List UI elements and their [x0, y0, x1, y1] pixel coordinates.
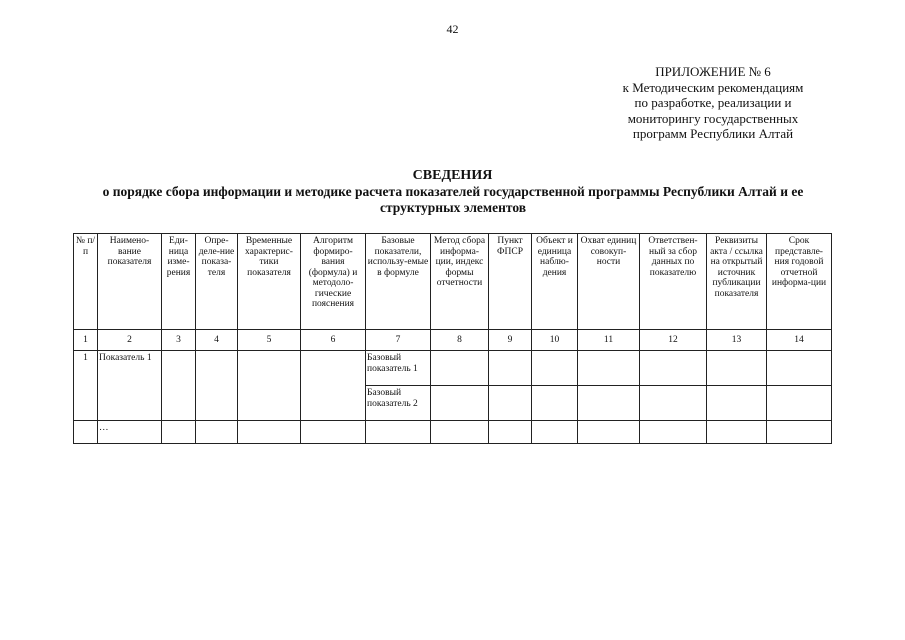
empty-cell	[767, 421, 832, 444]
empty-cell	[532, 351, 578, 386]
indicator-name-cell: Показатель 1	[98, 351, 162, 421]
column-number-cell: 11	[578, 330, 640, 351]
row-number-cell: 1	[74, 351, 98, 421]
empty-cell	[74, 421, 98, 444]
table-row	[74, 351, 832, 386]
appendix-line: программ Республики Алтай	[632, 126, 794, 141]
header-cell: Опре-деле-ние показа-теля	[196, 234, 238, 330]
column-number-cell: 7	[366, 330, 431, 351]
empty-cell	[431, 351, 489, 386]
appendix-block	[588, 64, 838, 142]
appendix-line: мониторингу государственных	[627, 110, 799, 126]
header-cell: Срок представле-ния годовой отчетной информа-ции	[767, 234, 832, 330]
header-cell: Пункт ФПСР	[489, 234, 532, 330]
empty-cell	[640, 421, 707, 444]
appendix-line: по разработке, реализации и	[634, 95, 792, 110]
empty-cell	[238, 351, 301, 421]
header-cell: Еди-ница изме-рения	[162, 234, 196, 330]
empty-cell	[489, 386, 532, 421]
header-cell: Реквизиты акта / ссылка на открытый источник публикации показателя	[707, 234, 767, 330]
empty-cell	[301, 351, 366, 421]
table-row	[74, 421, 832, 444]
indicators-table	[73, 233, 832, 444]
header-cell: Алгоритм формиро-вания (формула) и методоло-гические пояснения	[301, 234, 366, 330]
empty-cell	[196, 421, 238, 444]
column-number-cell: 14	[767, 330, 832, 351]
header-cell: Метод сбора информа-ции, индекс формы отчетности	[431, 234, 489, 330]
header-cell: Охват единиц совокуп-ности	[578, 234, 640, 330]
appendix-line: ПРИЛОЖЕНИЕ № 6	[655, 64, 771, 79]
header-cell: Временные характерис-тики показателя	[238, 234, 301, 330]
empty-cell	[767, 351, 832, 386]
header-cell: Объект и единица наблю-дения	[532, 234, 578, 330]
base-indicator-cell: Базовый показатель 2	[366, 386, 431, 421]
column-number-cell: 2	[98, 330, 162, 351]
empty-cell	[431, 386, 489, 421]
empty-cell	[640, 386, 707, 421]
header-cell: Ответствен-ный за сбор данных по показателю	[640, 234, 707, 330]
empty-cell	[301, 421, 366, 444]
empty-cell	[431, 421, 489, 444]
empty-cell	[162, 351, 196, 421]
column-number-cell: 12	[640, 330, 707, 351]
column-number-cell: 3	[162, 330, 196, 351]
table-header-row	[74, 234, 832, 330]
column-number-cell: 4	[196, 330, 238, 351]
empty-cell	[767, 386, 832, 421]
empty-cell	[366, 421, 431, 444]
empty-cell	[707, 421, 767, 444]
empty-cell	[489, 421, 532, 444]
empty-cell	[489, 351, 532, 386]
empty-cell	[640, 351, 707, 386]
empty-cell	[532, 386, 578, 421]
column-number-cell: 1	[74, 330, 98, 351]
column-number-cell: 5	[238, 330, 301, 351]
column-number-cell: 13	[707, 330, 767, 351]
document-title: СВЕДЕНИЯ	[412, 168, 493, 183]
column-number-cell: 8	[431, 330, 489, 351]
document-subtitle: о порядке сбора информации и методике расчета показателей государственной программы Республики Алтай и ее структурных элементов	[102, 184, 804, 215]
empty-cell	[578, 386, 640, 421]
column-number-cell: 6	[301, 330, 366, 351]
empty-cell	[196, 351, 238, 421]
column-number-row	[74, 330, 832, 351]
empty-cell	[578, 421, 640, 444]
empty-cell	[162, 421, 196, 444]
empty-cell	[707, 351, 767, 386]
header-cell: Базовые показатели, использу-емые в формуле	[366, 234, 431, 330]
empty-cell	[707, 386, 767, 421]
header-cell: № п/п	[74, 234, 98, 330]
empty-cell	[238, 421, 301, 444]
page-number: 42	[446, 22, 459, 36]
header-cell: Наимено-вание показателя	[98, 234, 162, 330]
empty-cell	[532, 421, 578, 444]
appendix-line: к Методическим рекомендациям	[622, 79, 804, 95]
ellipsis-cell: …	[98, 421, 162, 444]
base-indicator-cell: Базовый показатель 1	[366, 351, 431, 386]
column-number-cell: 9	[489, 330, 532, 351]
column-number-cell: 10	[532, 330, 578, 351]
empty-cell	[578, 351, 640, 386]
